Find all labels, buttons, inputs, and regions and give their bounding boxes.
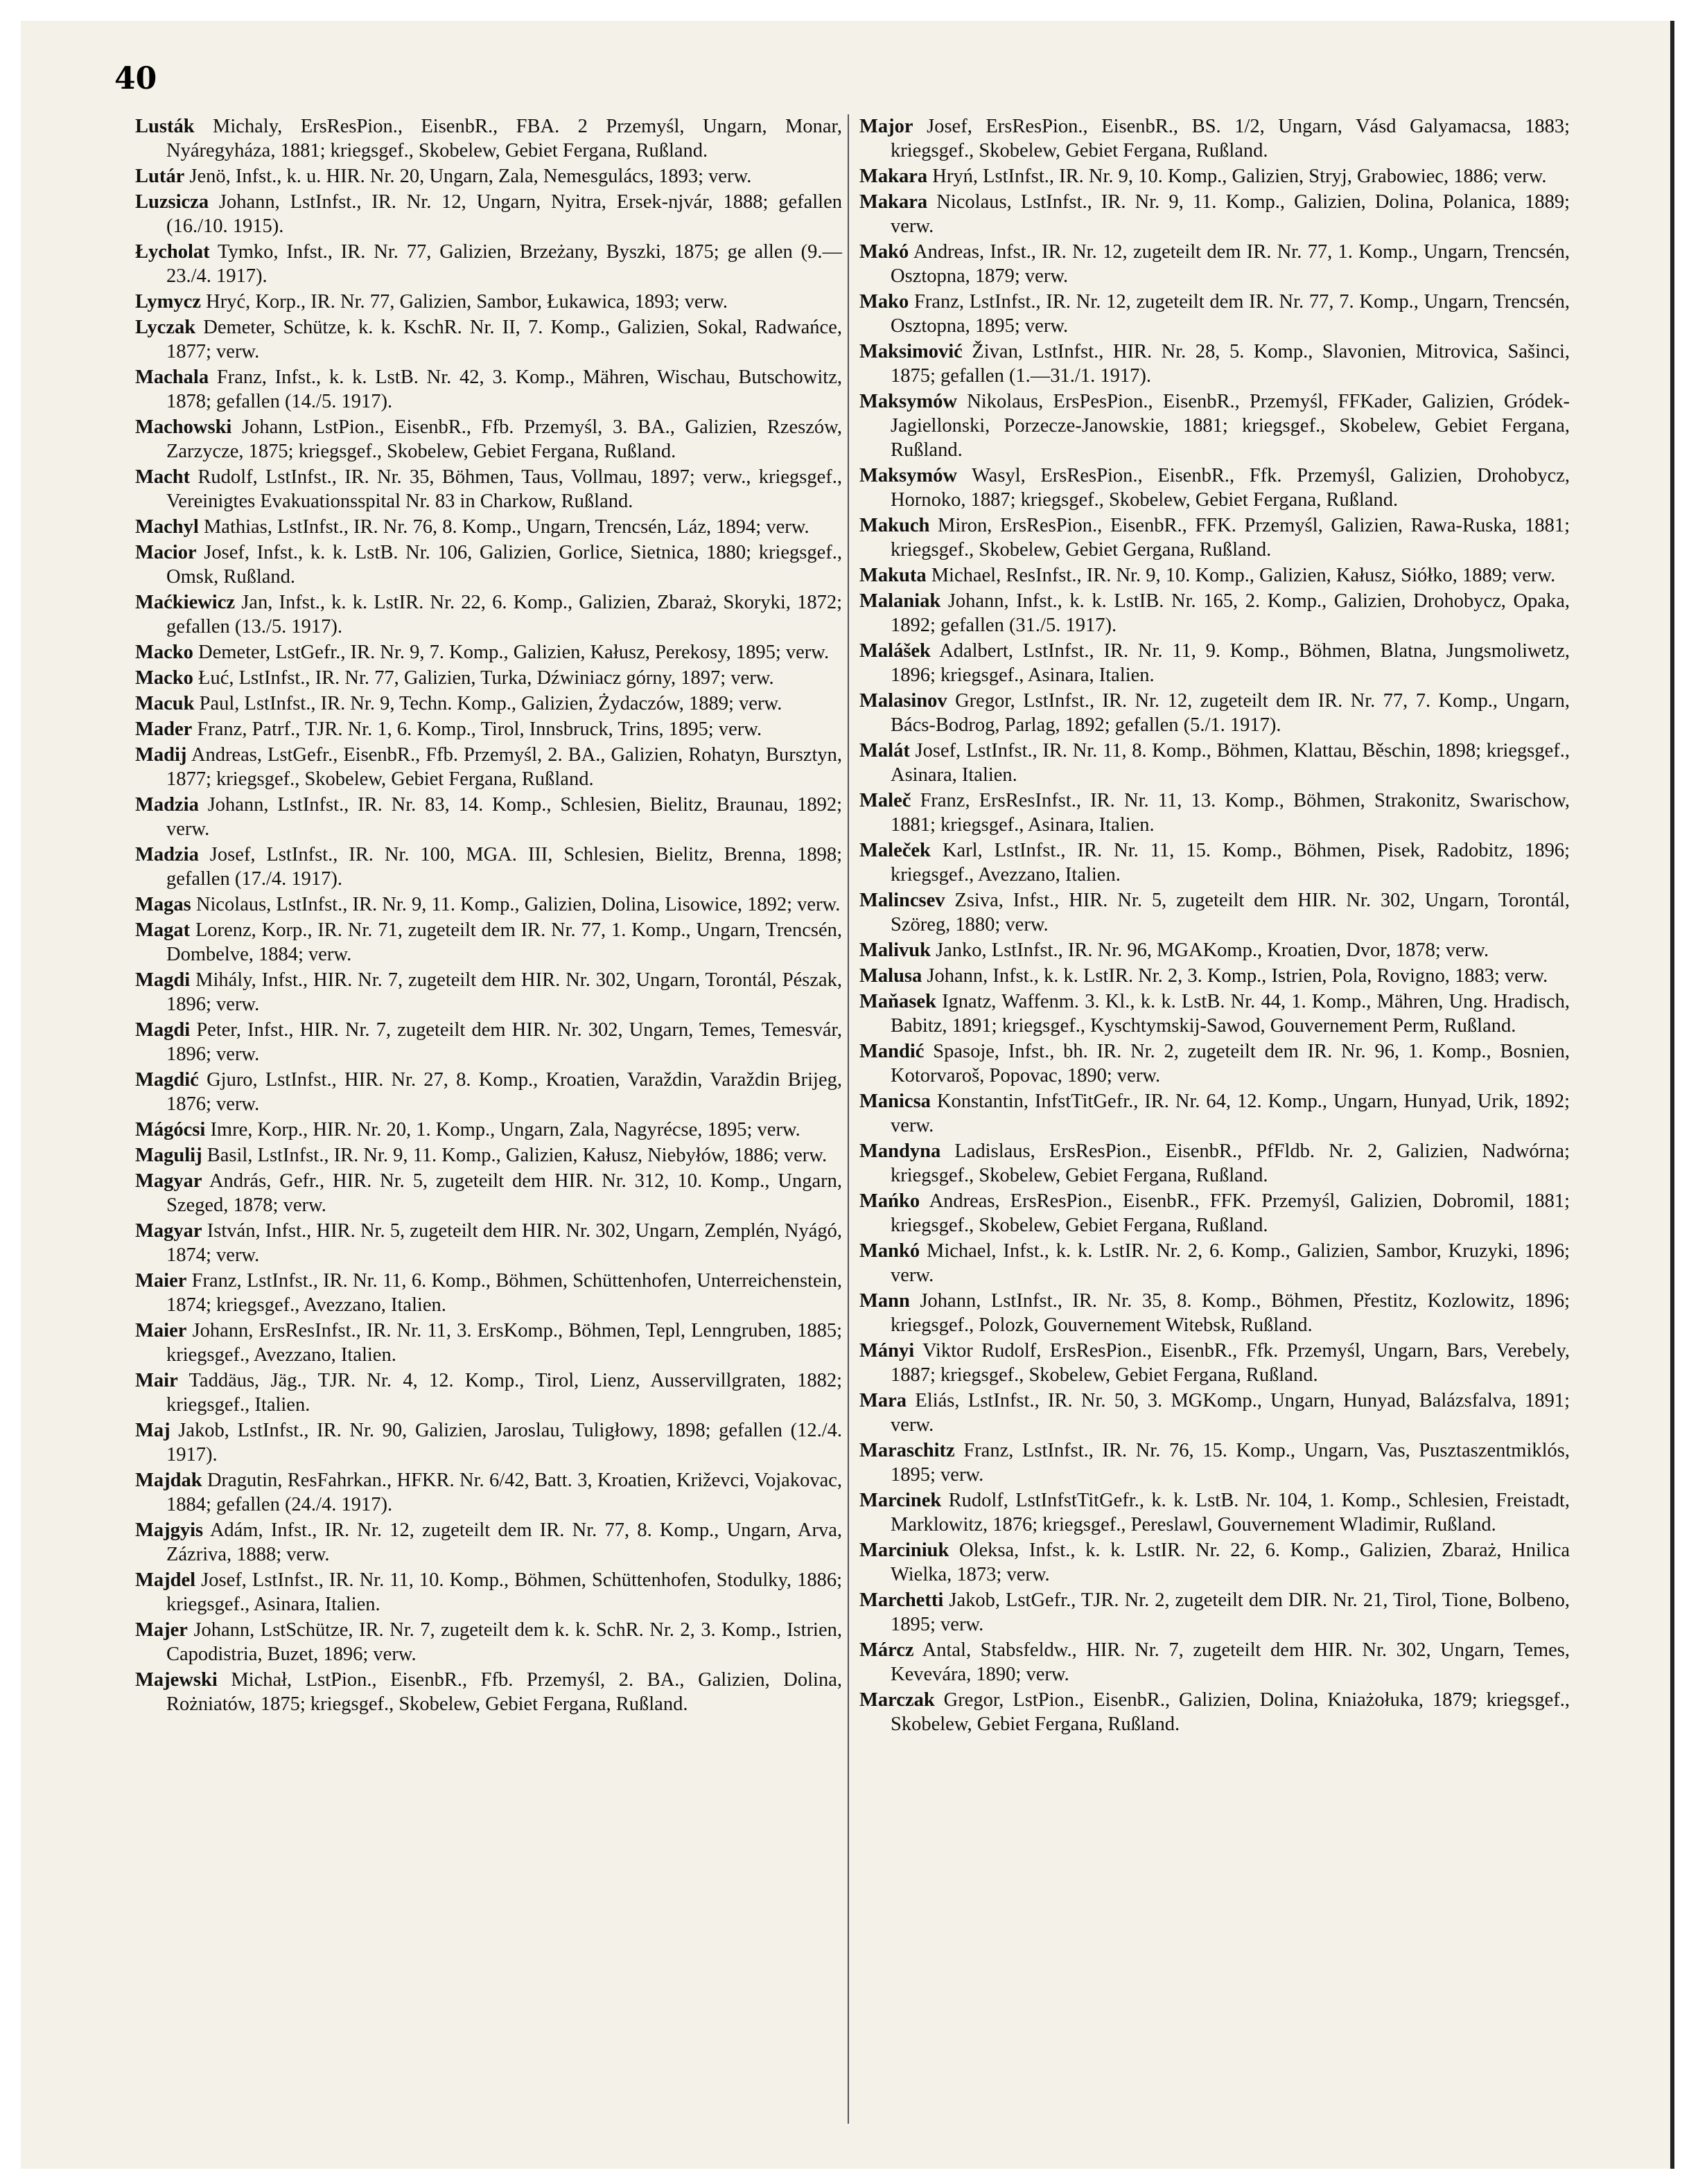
entry-details: Jan, Infst., k. k. LstIR. Nr. 22, 6. Komp., Galizien, Zbaraż, Skoryki, 1872; gefallen (13./5. 1917). [166, 592, 843, 637]
entry-surname: Macko [135, 642, 193, 663]
entry-surname: Marciniuk [859, 1540, 949, 1561]
entry-surname: Maňasek [859, 991, 936, 1012]
casualty-entry [859, 1189, 1570, 1238]
entry-details: Zsiva, Infst., HIR. Nr. 5, zugeteilt dem HIR. Nr. 302, Ungarn, Torontál, Szöreg, 1880; verw. [891, 890, 1570, 935]
entry-surname: Mányi [859, 1340, 915, 1362]
entry-surname: Luzsicza [135, 191, 209, 213]
entry-details: Adalbert, LstInfst., IR. Nr. 11, 9. Komp., Böhmen, Blatna, Jungsmoliwetz, 1896; kriegsgef., Asinara, Italien. [891, 640, 1570, 686]
casualty-entry [135, 1618, 842, 1666]
entry-details: Franz, ErsResInfst., IR. Nr. 11, 13. Komp., Böhmen, Strakonitz, Swarischow, 1881; kriegsgef., Asinara, Italien. [891, 790, 1570, 836]
entry-details: Michaly, ErsResPion., EisenbR., FBA. 2 Przemyśl, Ungarn, Monar, Nyáregyháza, 1881; kriegsgef., Skobelew, Gebiet Fergana, Rußland. [166, 116, 842, 161]
page-number: 40 [114, 61, 157, 96]
entry-details: Eliás, LstInfst., IR. Nr. 50, 3. MGKomp., Ungarn, Hunyad, Balázsfalva, 1891; verw. [891, 1390, 1570, 1436]
entry-surname: Maksymów [859, 391, 957, 412]
entry-details: Peter, Infst., HIR. Nr. 7, zugeteilt dem HIR. Nr. 302, Ungarn, Temes, Temesvár, 1896; verw. [166, 1019, 842, 1065]
entry-details: Franz, Infst., k. k. LstB. Nr. 42, 3. Komp., Mähren, Wischau, Butschowitz, 1878; gefallen (14./5. 1917). [166, 367, 843, 412]
entry-details: Ignatz, Waffenm. 3. Kl., k. k. LstB. Nr. 44, 1. Komp., Mähren, Ung. Hradisch, Babitz, 1891; kriegsgef., Kyschtymskij-Sawod, Gouvernement Perm, Rußland. [891, 991, 1570, 1037]
casualty-entry [135, 1269, 842, 1317]
entry-details: Rudolf, LstInfstTitGefr., k. k. LstB. Nr. 104, 1. Komp., Schlesien, Freistadt, Marklowitz, 1876; kriegsgef., Pereslawl, Gouvernement Wladimir, Rußland. [891, 1490, 1570, 1535]
casualty-entry [859, 888, 1570, 937]
entry-details: Paul, LstInfst., IR. Nr. 9, Techn. Komp., Galizien, Żydaczów, 1889; verw. [199, 693, 782, 714]
entry-details: Josef, LstInfst., IR. Nr. 11, 8. Komp., Böhmen, Klattau, Běschin, 1898; kriegsgef., Asinara, Italien. [891, 740, 1570, 786]
casualty-entry [859, 290, 1570, 338]
entry-details: András, Gefr., HIR. Nr. 5, zugeteilt dem HIR. Nr. 312, 10. Komp., Ungarn, Szeged, 1878; verw. [166, 1170, 842, 1216]
entry-surname: Maier [135, 1320, 187, 1341]
entry-details: Oleksa, Infst., k. k. LstIR. Nr. 22, 6. Komp., Galizien, Zbaraż, Hnilica Wielka, 1873; verw. [891, 1540, 1570, 1585]
entry-details: Wasyl, ErsResPion., EisenbR., Ffk. Przemyśl, Galizien, Drohobycz, Hornoko, 1887; kriegsgef., Skobelew, Gebiet Fergana, Rußland. [891, 465, 1570, 511]
casualty-entry [859, 1588, 1570, 1637]
casualty-entry [859, 1438, 1570, 1487]
casualty-entry [859, 989, 1570, 1038]
entry-surname: Mankó [859, 1240, 920, 1262]
entry-surname: Magdi [135, 1019, 191, 1041]
casualty-entry [859, 1139, 1570, 1188]
casualty-entry [859, 513, 1570, 562]
casualty-entry [859, 464, 1570, 512]
casualty-entry [859, 639, 1570, 687]
entry-details: Johann, Infst., k. k. LstIB. Nr. 165, 2. Komp., Galizien, Drohobycz, Opaka, 1892; gefallen (31./5. 1917). [891, 590, 1570, 636]
entry-surname: Machowski [135, 416, 232, 438]
entry-surname: Márcz [859, 1639, 914, 1661]
entry-details: Johann, LstPion., EisenbR., Ffb. Przemyśl, 3. BA., Galizien, Rzeszów, Zarzycze, 1875; kriegsgef., Skobelew, Gebiet Fergana, Rußland. [166, 416, 843, 462]
entry-surname: Malivuk [859, 940, 931, 961]
casualty-entry [135, 365, 842, 414]
casualty-entry [135, 918, 842, 967]
entry-surname: Major [859, 116, 913, 137]
entry-details: Adám, Infst., IR. Nr. 12, zugeteilt dem IR. Nr. 77, 8. Komp., Ungarn, Arva, Zázriva, 1888; verw. [166, 1520, 843, 1565]
casualty-entry [859, 190, 1570, 238]
entry-details: István, Infst., HIR. Nr. 5, zugeteilt dem HIR. Nr. 302, Ungarn, Zemplén, Nyágó, 1874; verw. [166, 1220, 843, 1266]
casualty-entry [135, 666, 842, 690]
entry-surname: Lyczak [135, 317, 196, 338]
casualty-entry [135, 290, 842, 314]
casualty-entry [859, 739, 1570, 787]
casualty-entry [135, 240, 842, 288]
entry-surname: Manicsa [859, 1091, 931, 1112]
entry-surname: Lutár [135, 166, 185, 187]
entry-surname: Majgyis [135, 1520, 204, 1541]
casualty-entry [135, 515, 842, 539]
entry-details: Konstantin, InfstTitGefr., IR. Nr. 64, 12. Komp., Ungarn, Hunyad, Urik, 1892; verw. [891, 1091, 1570, 1136]
entry-surname: Magat [135, 919, 191, 941]
casualty-entry [135, 1319, 842, 1367]
casualty-entry [859, 1089, 1570, 1138]
casualty-entry [859, 1289, 1570, 1337]
entry-surname: Magulij [135, 1145, 202, 1166]
entry-surname: Madzia [135, 844, 199, 865]
casualty-entry [859, 1488, 1570, 1537]
entry-details: Gregor, LstInfst., IR. Nr. 12, zugeteilt dem IR. Nr. 77, 7. Komp., Ungarn, Bács-Bodrog, Parlag, 1892; gefallen (5./1. 1917). [891, 690, 1570, 736]
entry-details: Imre, Korp., HIR. Nr. 20, 1. Komp., Ungarn, Zala, Nagyrécse, 1895; verw. [210, 1119, 800, 1141]
entry-details: Johann, LstSchütze, IR. Nr. 7, zugeteilt dem k. k. SchR. Nr. 2, 3. Komp., Istrien, Capodistria, Buzet, 1896; verw. [166, 1619, 843, 1665]
entry-surname: Mako [859, 291, 909, 312]
entry-surname: Majewski [135, 1669, 218, 1691]
casualty-entry [859, 340, 1570, 388]
entry-surname: Malát [859, 740, 910, 761]
right-column [859, 114, 1570, 1738]
entry-surname: Maraschitz [859, 1440, 955, 1461]
casualty-entry [135, 717, 842, 741]
entry-details: Lorenz, Korp., IR. Nr. 71, zugeteilt dem IR. Nr. 77, 1. Komp., Ungarn, Trencsén, Dombelve, 1884; verw. [166, 919, 843, 965]
casualty-entry [135, 892, 842, 917]
entry-surname: Magdi [135, 969, 191, 991]
entry-details: Josef, LstInfst., IR. Nr. 11, 10. Komp., Böhmen, Schüttenhofen, Stodulky, 1886; kriegsgef., Asinara, Italien. [166, 1569, 842, 1615]
entry-details: Antal, Stabsfeldw., HIR. Nr. 7, zugeteilt dem HIR. Nr. 302, Ungarn, Temes, Kevevára, 1890; verw. [891, 1639, 1570, 1685]
entry-details: Michael, ResInfst., IR. Nr. 9, 10. Komp., Galizien, Kałusz, Siółko, 1889; verw. [931, 565, 1556, 586]
entry-surname: Magyar [135, 1220, 202, 1242]
entry-details: Nikolaus, ErsPesPion., EisenbR., Przemyśl, FFKader, Galizien, Gródek-Jagiellonski, Porzecze-Janowskie, 1881; kriegsgef., Skobelew, Gebiet Fergana, Rußland. [891, 391, 1570, 461]
entry-surname: Marczak [859, 1689, 935, 1711]
entry-surname: Makó [859, 241, 909, 263]
casualty-entry [135, 1668, 842, 1716]
entry-details: Andreas, LstGefr., EisenbR., Ffb. Przemyśl, 2. BA., Galizien, Rohatyn, Bursztyn, 1877; kriegsgef., Skobelew, Gebiet Fergana, Rußland. [166, 744, 842, 790]
entry-details: Johann, ErsResInfst., IR. Nr. 11, 3. ErsKomp., Böhmen, Tepl, Lenngruben, 1885; kriegsgef., Avezzano, Italien. [166, 1320, 842, 1366]
entry-surname: Makara [859, 166, 928, 187]
entry-surname: Makuta [859, 565, 927, 586]
entry-details: Janko, LstInfst., IR. Nr. 96, MGAKomp., Kroatien, Dvor, 1878; verw. [936, 940, 1489, 961]
entry-details: Tymko, Infst., IR. Nr. 77, Galizien, Brzeżany, Byszki, 1875; ge allen (9.—23./4. 1917). [166, 241, 842, 287]
entry-surname: Macht [135, 466, 191, 488]
entry-details: Łuć, LstInfst., IR. Nr. 77, Galizien, Turka, Dźwiniacz górny, 1897; verw. [198, 667, 774, 689]
casualty-entry [135, 164, 842, 188]
entry-surname: Mágócsi [135, 1119, 206, 1141]
casualty-entry [859, 938, 1570, 962]
casualty-entry [135, 843, 842, 891]
entry-details: Rudolf, LstInfst., IR. Nr. 35, Böhmen, Taus, Vollmau, 1897; verw., kriegsgef., Vereinigtes Evakuationsspital Nr. 83 in Charkow, Rußland. [166, 466, 842, 512]
casualty-entry [859, 789, 1570, 837]
casualty-entry [135, 1418, 842, 1467]
entry-details: Mihály, Infst., HIR. Nr. 7, zugeteilt dem HIR. Nr. 302, Ungarn, Torontál, Pészak, 1896; verw. [166, 969, 842, 1015]
entry-surname: Malusa [859, 965, 922, 987]
casualty-entry [135, 1568, 842, 1617]
casualty-entry [135, 743, 842, 791]
entry-surname: Malaniak [859, 590, 941, 612]
entry-surname: Mair [135, 1370, 178, 1391]
entry-details: Jakob, LstInfst., IR. Nr. 90, Galizien, Jaroslau, Tuligłowy, 1898; gefallen (12./4. 1917). [166, 1420, 842, 1465]
casualty-entry [135, 968, 842, 1016]
casualty-entry [135, 793, 842, 841]
entry-details: Ladislaus, ErsResPion., EisenbR., PfFldb. Nr. 2, Galizien, Nadwórna; kriegsgef., Skobelew, Gebiet Fergana, Rußland. [891, 1141, 1570, 1186]
entry-surname: Madzia [135, 794, 199, 816]
entry-details: Mathias, LstInfst., IR. Nr. 76, 8. Komp., Ungarn, Trencsén, Láz, 1894; verw. [203, 516, 809, 538]
casualty-entry [135, 692, 842, 716]
entry-surname: Magas [135, 894, 191, 915]
casualty-entry [859, 1039, 1570, 1088]
entry-details: Josef, Infst., k. k. LstB. Nr. 106, Galizien, Gorlice, Sietnica, 1880; kriegsgef., Omsk, Rußland. [166, 542, 843, 588]
book-page [21, 21, 1674, 2169]
casualty-entry [135, 1518, 842, 1567]
entry-details: Franz, LstInfst., IR. Nr. 12, zugeteilt dem IR. Nr. 77, 7. Komp., Ungarn, Trencsén, Osztopna, 1895; verw. [891, 291, 1570, 337]
entry-surname: Lusták [135, 116, 195, 137]
entry-details: Franz, LstInfst., IR. Nr. 11, 6. Komp., Böhmen, Schüttenhofen, Unterreichenstein, 1874; kriegsgef., Avezzano, Italien. [166, 1270, 843, 1316]
entry-details: Nicolaus, LstInfst., IR. Nr. 9, 11. Komp., Galizien, Dolina, Lisowice, 1892; verw. [195, 894, 841, 915]
entry-details: Demeter, Schütze, k. k. KschR. Nr. II, 7. Komp., Galizien, Sokal, Radwańce, 1877; verw. [166, 317, 842, 362]
entry-details: Nicolaus, LstInfst., IR. Nr. 9, 11. Komp., Galizien, Dolina, Polanica, 1889; verw. [891, 191, 1570, 237]
entry-details: Dragutin, ResFahrkan., HFKR. Nr. 6/42, Batt. 3, Kroatien, Križevci, Vojakovac, 1884; gefallen (24./4. 1917). [166, 1470, 842, 1515]
column-divider [848, 114, 849, 2124]
entry-details: Johann, LstInfst., IR. Nr. 83, 14. Komp., Schlesien, Bielitz, Braunau, 1892; verw. [166, 794, 843, 840]
casualty-entry [859, 1638, 1570, 1687]
casualty-entry [135, 114, 842, 163]
casualty-entry [135, 1068, 842, 1116]
casualty-entry [859, 964, 1570, 988]
entry-surname: Majdak [135, 1470, 202, 1491]
entry-surname: Malášek [859, 640, 931, 662]
entry-details: Franz, Patrf., TJR. Nr. 1, 6. Komp., Tirol, Innsbruck, Trins, 1895; verw. [197, 719, 762, 740]
entry-surname: Maleč [859, 790, 911, 811]
casualty-entry [859, 689, 1570, 737]
entry-details: Michael, Infst., k. k. LstIR. Nr. 2, 6. Komp., Galizien, Sambor, Kruzyki, 1896; verw. [891, 1240, 1570, 1286]
entry-details: Jakob, LstGefr., TJR. Nr. 2, zugeteilt dem DIR. Nr. 21, Tirol, Tione, Bolbeno, 1895; verw. [891, 1589, 1570, 1635]
entry-surname: Mader [135, 719, 193, 740]
casualty-entry [859, 389, 1570, 462]
entry-surname: Mara [859, 1390, 907, 1411]
casualty-entry [859, 1389, 1570, 1437]
entry-surname: Mańko [859, 1190, 920, 1212]
casualty-entry [859, 563, 1570, 588]
entry-surname: Maksimović [859, 341, 963, 362]
entry-details: Gregor, LstPion., EisenbR., Galizien, Dolina, Kniażołuka, 1879; kriegsgef., Skobelew, Gebiet Fergana, Rußland. [891, 1689, 1570, 1735]
casualty-entry [135, 1118, 842, 1142]
entry-surname: Mandyna [859, 1141, 941, 1162]
entry-details: Johann, LstInfst., IR. Nr. 12, Ungarn, Nyitra, Ersek-njvár, 1888; gefallen (16./10. 1915). [166, 191, 842, 237]
casualty-entry [135, 590, 842, 639]
entry-surname: Maier [135, 1270, 187, 1292]
entry-surname: Madij [135, 744, 187, 766]
entry-details: Josef, LstInfst., IR. Nr. 100, MGA. III, Schlesien, Bielitz, Brenna, 1898; gefallen (17./4. 1917). [166, 844, 843, 890]
entry-surname: Malasinov [859, 690, 947, 712]
entry-surname: Mann [859, 1290, 910, 1312]
casualty-entry [859, 838, 1570, 887]
casualty-entry [135, 465, 842, 513]
entry-details: Hryć, Korp., IR. Nr. 77, Galizien, Sambor, Łukawica, 1893; verw. [206, 291, 728, 312]
entry-details: Miron, ErsResPion., EisenbR., FFK. Przemyśl, Galizien, Rawa-Ruska, 1881; kriegsgef., Skobelew, Gebiet Gergana, Rußland. [891, 515, 1570, 561]
entry-surname: Marcinek [859, 1490, 942, 1511]
left-column [135, 114, 842, 1718]
casualty-entry [859, 164, 1570, 188]
casualty-entry [859, 114, 1570, 163]
casualty-entry [135, 540, 842, 589]
entry-details: Basil, LstInfst., IR. Nr. 9, 11. Komp., Galizien, Kałusz, Niebyłów, 1886; verw. [207, 1145, 828, 1166]
entry-surname: Malincsev [859, 890, 945, 911]
entry-surname: Maleček [859, 840, 931, 861]
entry-surname: Machala [135, 367, 209, 388]
entry-details: Johann, LstInfst., IR. Nr. 35, 8. Komp., Böhmen, Přestitz, Kozlowitz, 1896; kriegsgef., Polozk, Gouvernement Witebsk, Rußland. [891, 1290, 1570, 1336]
entry-details: Johann, Infst., k. k. LstIR. Nr. 2, 3. Komp., Istrien, Pola, Rovigno, 1883; verw. [927, 965, 1548, 987]
entry-details: Andreas, Infst., IR. Nr. 12, zugeteilt dem IR. Nr. 77, 1. Komp., Ungarn, Trencsén, Osztopna, 1879; verw. [891, 241, 1570, 287]
casualty-entry [135, 1169, 842, 1217]
casualty-entry [135, 1018, 842, 1066]
entry-surname: Maj [135, 1420, 170, 1441]
entry-details: Demeter, LstGefr., IR. Nr. 9, 7. Komp., Galizien, Kałusz, Perekosy, 1895; verw. [198, 642, 830, 663]
entry-surname: Makara [859, 191, 928, 213]
casualty-entry [859, 1538, 1570, 1587]
casualty-entry [859, 1688, 1570, 1736]
entry-details: Michał, LstPion., EisenbR., Ffb. Przemyśl, 2. BA., Galizien, Dolina, Rożniatów, 1875; kriegsgef., Skobelew, Gebiet Fergana, Rußland. [166, 1669, 842, 1715]
casualty-entry [135, 190, 842, 238]
casualty-entry [135, 415, 842, 464]
entry-surname: Macko [135, 667, 193, 689]
entry-details: Hryń, LstInfst., IR. Nr. 9, 10. Komp., Galizien, Stryj, Grabowiec, 1886; verw. [932, 166, 1547, 187]
casualty-entry [135, 1468, 842, 1517]
entry-surname: Magdić [135, 1069, 199, 1091]
entry-surname: Machyl [135, 516, 199, 538]
casualty-entry [135, 1219, 842, 1267]
entry-surname: Makuch [859, 515, 930, 536]
entry-details: Živan, LstInfst., HIR. Nr. 28, 5. Komp., Slavonien, Mitrovica, Sašinci, 1875; gefallen (1.—31./1. 1917). [891, 341, 1570, 387]
casualty-entry [859, 1239, 1570, 1287]
entry-details: Karl, LstInfst., IR. Nr. 11, 15. Komp., Böhmen, Pisek, Radobitz, 1896; kriegsgef., Avezzano, Italien. [891, 840, 1570, 886]
entry-surname: Majdel [135, 1569, 196, 1591]
entry-surname: Łycholat [135, 241, 210, 263]
entry-surname: Lymycz [135, 291, 201, 312]
casualty-entry [135, 1368, 842, 1417]
entry-details: Franz, LstInfst., IR. Nr. 76, 15. Komp., Ungarn, Vas, Pusztaszentmiklós, 1895; verw. [891, 1440, 1570, 1486]
entry-surname: Macuk [135, 693, 195, 714]
entry-surname: Majer [135, 1619, 188, 1641]
entry-surname: Mandić [859, 1041, 925, 1062]
entry-surname: Marchetti [859, 1589, 944, 1611]
entry-details: Taddäus, Jäg., TJR. Nr. 4, 12. Komp., Tirol, Lienz, Ausservillgraten, 1882; kriegsgef., Italien. [166, 1370, 842, 1416]
casualty-entry [135, 1143, 842, 1168]
entry-details: Jenö, Infst., k. u. HIR. Nr. 20, Ungarn, Zala, Nemesgulács, 1893; verw. [189, 166, 752, 187]
casualty-entry [859, 240, 1570, 288]
entry-surname: Maksymów [859, 465, 957, 486]
entry-details: Josef, ErsResPion., EisenbR., BS. 1/2, Ungarn, Vásd Galyamacsa, 1883; kriegsgef., Skobelew, Gebiet Fergana, Rußland. [891, 116, 1570, 161]
entry-surname: Macior [135, 542, 197, 563]
casualty-entry [859, 1339, 1570, 1387]
entry-details: Spasoje, Infst., bh. IR. Nr. 2, zugeteilt dem IR. Nr. 96, 1. Komp., Bosnien, Kotorvaroš, Popovac, 1890; verw. [891, 1041, 1570, 1086]
entry-details: Gjuro, LstInfst., HIR. Nr. 27, 8. Komp., Kroatien, Varaždin, Varaždin Brijeg, 1876; verw. [166, 1069, 843, 1115]
casualty-entry [135, 315, 842, 364]
casualty-entry [859, 589, 1570, 637]
casualty-entry [135, 640, 842, 664]
entry-details: Viktor Rudolf, ErsResPion., EisenbR., Ffk. Przemyśl, Ungarn, Bars, Verebely, 1887; kriegsgef., Skobelew, Gebiet Fergana, Rußland. [891, 1340, 1570, 1386]
entry-surname: Maćkiewicz [135, 592, 236, 613]
entry-surname: Magyar [135, 1170, 202, 1192]
entry-details: Andreas, ErsResPion., EisenbR., FFK. Przemyśl, Galizien, Dobromil, 1881; kriegsgef., Skobelew, Gebiet Fergana, Rußland. [891, 1190, 1570, 1236]
